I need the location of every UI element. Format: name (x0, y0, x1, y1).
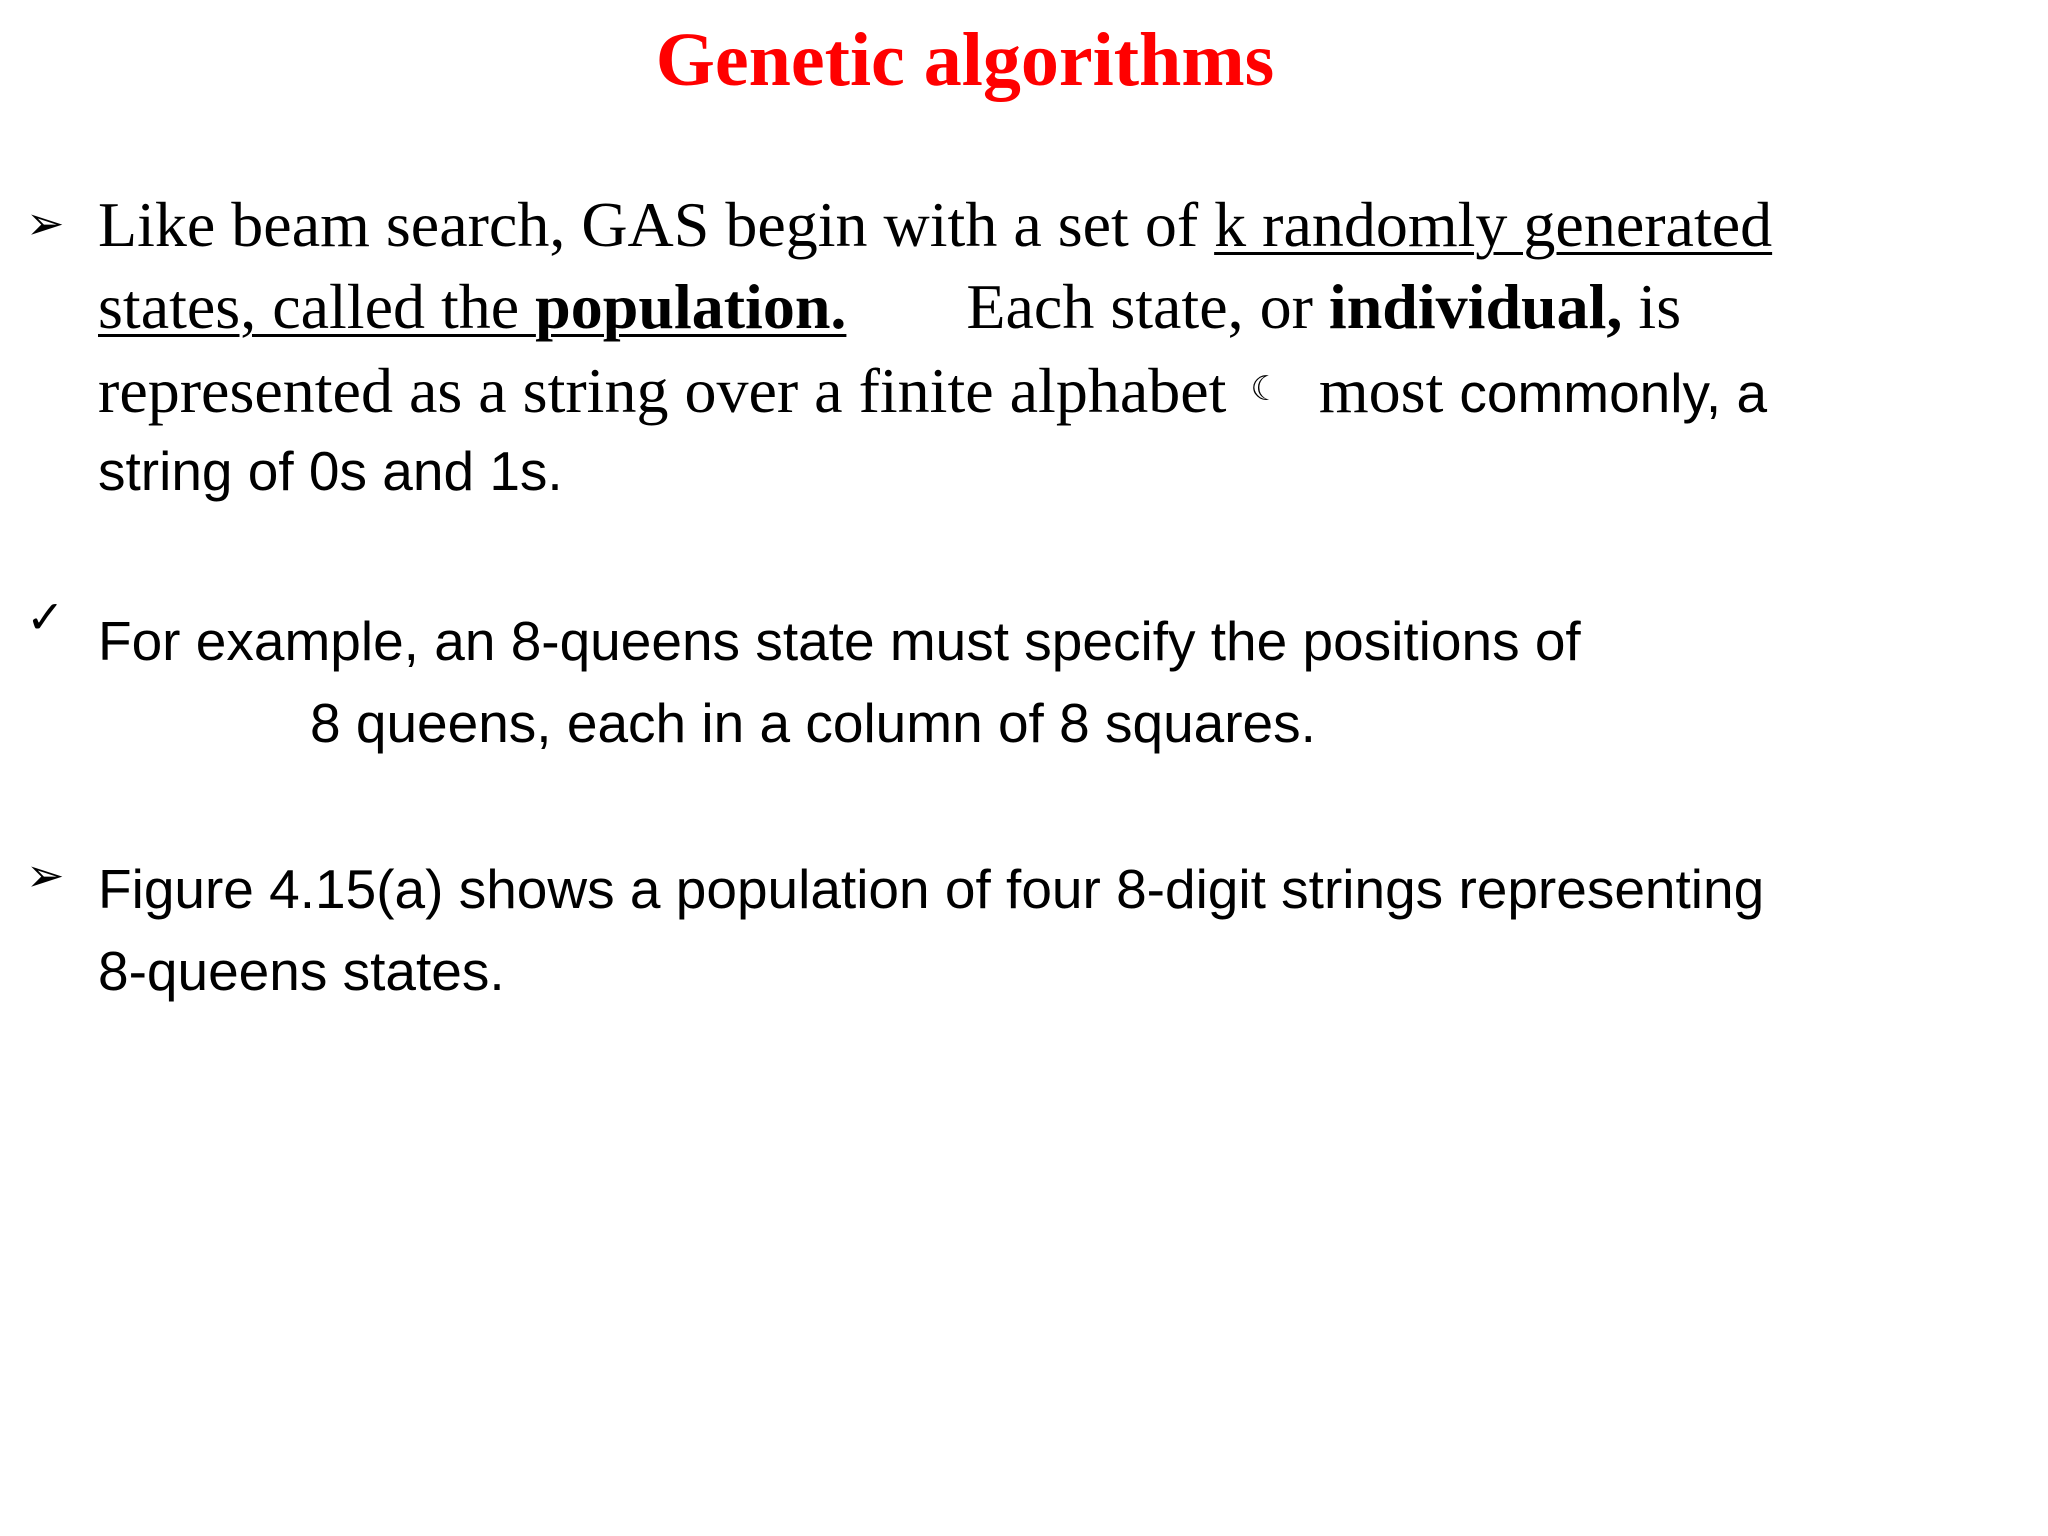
underlined-phrase: k randomly generated (1214, 189, 1773, 260)
bullet-3-paragraph (98, 848, 2028, 1012)
bullet-3-line-2: 8-queens states. (98, 940, 505, 1002)
individual-term: individual, (1328, 271, 1623, 342)
arrow-bullet-icon: ➢ (26, 196, 65, 250)
checkmark-bullet-icon: ✓ (26, 590, 65, 644)
bullet-1-line-4: string of 0s and 1s. (98, 440, 563, 502)
crescent-moon-icon: ☾ (1250, 369, 1281, 409)
bullet-2-line-1: For example, an 8-queens state must specify the positions of (98, 610, 1581, 672)
arrow-bullet-icon: ➢ (26, 848, 65, 902)
bullet-1-line-3: represented as a string over a finite alphabet ☾ most commonly, a (98, 348, 2028, 430)
bullet-2-line-2: 8 queens, each in a column of 8 squares. (310, 692, 1316, 754)
bullet-1-line-1: Like beam search, GAS begin with a set of k randomly generated (98, 189, 1773, 260)
bullet-3-line-1: Figure 4.15(a) shows a population of four 8-digit strings representing (98, 858, 1765, 920)
bullet-2-paragraph (98, 600, 2028, 764)
bullet-1-line-2: states, called the population. Each state, or individual, is (98, 271, 1682, 342)
slide-title: Genetic algorithms (655, 18, 1275, 102)
bullet-1-paragraph (98, 184, 2028, 512)
population-term: population. (535, 271, 847, 342)
